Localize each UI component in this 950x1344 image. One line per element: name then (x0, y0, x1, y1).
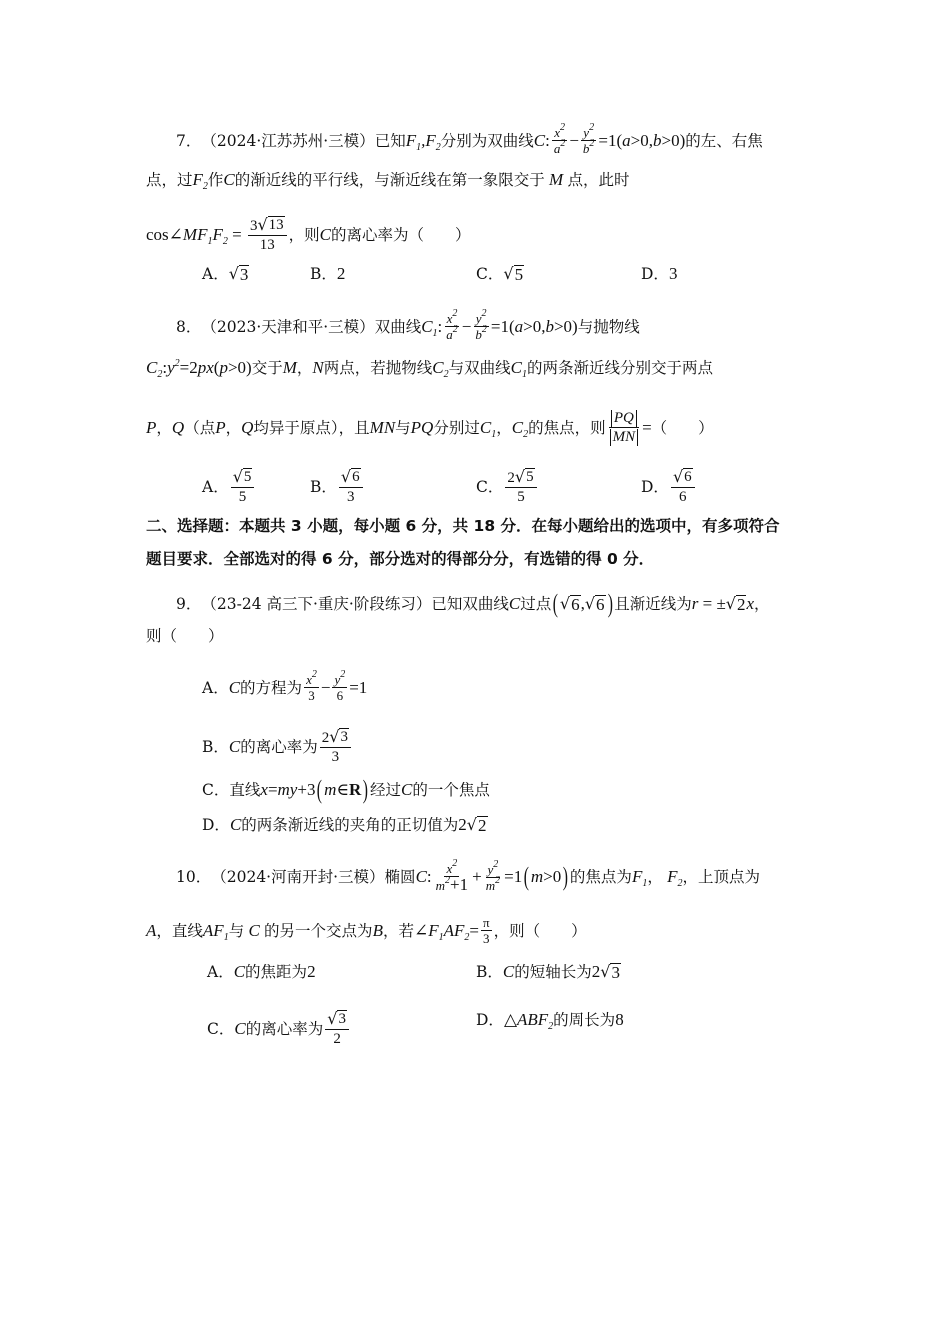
q8-text: （ ） (651, 418, 714, 437)
q8-text: 两点，若抛物线 (323, 359, 433, 377)
q8-frac-y2b2: $\frac{y^2}{b^2}$ (475, 308, 487, 342)
q10-text: ，上顶点为 (682, 868, 760, 886)
q8-text: 与抛物线 (577, 317, 640, 336)
q10-source: （2024·河南开封·三模） (211, 868, 385, 886)
q8-text: 交于 (251, 359, 283, 377)
q8-option-d: D． √ 6 6 (641, 468, 697, 506)
q9-option-b: B． C 的离心率为 2 √ 3 3 (202, 728, 353, 766)
section-2-heading-line-1: 二、选择题：本题共 3 小题，每小题 6 分，共 18 分．在每小题给出的选项中，有多项符合 (146, 517, 780, 535)
q8-source: （2023·天津和平·三模） (201, 317, 375, 336)
q8-text: 的两条渐近线分别交于两点 (526, 359, 713, 377)
q7-frac-cos: 3 √ 13 13 (248, 216, 287, 254)
q7-text: 已知 (374, 131, 406, 150)
q9-text: 则（ ） (146, 627, 224, 645)
q7-number: 7． (176, 131, 202, 150)
q8-line-1: 8． （2023·天津和平·三模） 双曲线 $C_1$ : $\frac{x^2}{a^2}$ − $\frac{y^2}{b^2}$ =1( a >0, b >0) 与抛物线 (176, 308, 640, 342)
q8-text: 分别过 (433, 418, 480, 437)
q8-text: ， (296, 359, 313, 377)
q7-frac-x2a2: $\frac{x^2}{a^2}$ (553, 122, 566, 156)
q7-text: 点，过 (146, 171, 193, 189)
q7-line-1: 7． （2024·江苏苏州·三模） 已知 $F_1,F_2$ 分别为双曲线 C : $\frac{x^2}{a^2}$ − $\frac{y^2}{b^2}$ =1( a >0, b >0) 的左、右焦 (176, 122, 763, 156)
q10-option-a: A． C 的焦距为 2 (207, 962, 316, 981)
q7-source: （2024·江苏苏州·三模） (201, 131, 375, 150)
q7-option-b: B． 2 (310, 264, 346, 283)
q9-option-d: D． C 的两条渐近线的夹角的正切值为 2 √ 2 (202, 815, 487, 835)
q8-text: （点 (184, 418, 216, 437)
q8-text: 均异于原点），且 (253, 418, 370, 437)
q9-option-a: A． C 的方程为 $\frac{x^2}{3}$ − $\frac{y^2}{6}$ =1 (202, 669, 368, 703)
q10-text: ，直线 (156, 921, 203, 940)
q8-line-3: P ， Q （点 P ， Q 均异于原点），且 MN 与 PQ 分别过 $C_1$ ， $C_2$ 的焦点，则 $\frac{PQ}{MN}$ = （ ） (146, 410, 714, 445)
q10-text: 与 (228, 921, 245, 940)
q8-frac-x2a2: $\frac{x^2}{a^2}$ (446, 308, 458, 342)
q7-option-c: C． √ 5 (476, 264, 524, 284)
q8-option-b: B． √ 6 3 (310, 468, 365, 506)
q10-text: ，则（ ） (493, 921, 587, 940)
q7-math-f1f2: $F_1,F_2$ (405, 130, 441, 153)
q9-source: （23-24 高三下·重庆·阶段练习） (201, 595, 432, 613)
q10-option-b: B． C 的短轴长为 2 √ 3 (476, 962, 620, 982)
q9-number: 9． (176, 595, 202, 613)
q7-line-2: 点，过 $F_2$ 作 C 的渐近线的平行线，与渐近线在第一象限交于 M 点，此时 (146, 170, 630, 192)
q8-text: ， (225, 418, 242, 437)
q10-text: ， (647, 868, 663, 886)
q9-option-c: C． 直线 x = my +3 ( m ∈ R ) 经过 C 的一个焦点 (202, 775, 490, 804)
q7-text: 的离心率为（ ） (331, 226, 471, 244)
q10-text: 椭圆 (384, 868, 416, 886)
q8-text: 的焦点，则 (528, 418, 606, 437)
q8-text: 与双曲线 (448, 359, 511, 377)
q7-text: 点，此时 (567, 171, 630, 189)
q7-line-3: cos∠ $MF_1F_2$ = 3 √ 13 13 ，则 C 的离心率为（ ） (146, 215, 471, 253)
q9-line-2 (146, 626, 224, 646)
q9-text: ， (754, 595, 770, 613)
q8-option-c: C． 2 √ 5 5 (476, 468, 539, 506)
q8-line-2: $C_2$ : $y^2$ =2 px ( p >0) 交于 M ， N 两点，若抛物线 $C_2$ 与双曲线 $C_1$ 的两条渐近线分别交于两点 (146, 358, 713, 380)
section-2-heading-line-2: 题目要求．全部选对的得 6 分，部分选对的得部分分，有选错的得 0 分． (146, 550, 655, 568)
q10-text: ，若 (382, 921, 414, 940)
q10-text: 的焦点为 (569, 868, 632, 886)
q10-line-2: A ，直线 $AF_1$ 与 C 的另一个交点为 B ，若 ∠ $F_1AF_2$ = $\frac{\pi}{3}$ ，则（ ） (146, 915, 587, 946)
q9-line-1: 9． （23-24 高三下·重庆·阶段练习） 已知双曲线 C 过点 ( √ 6 , √ 6 ) 且渐近线为 r = ± √ 2 x ， (176, 589, 770, 618)
q7-option-a: A． √ 3 (202, 264, 249, 284)
q10-text: 的另一个交点为 (264, 921, 373, 940)
q8-text: 与 (395, 418, 411, 437)
q8-text: 双曲线 (374, 317, 422, 336)
q9-text: 过点 (520, 595, 552, 613)
q7-math-eq: C (533, 130, 546, 150)
q7-option-d: D． 3 (641, 264, 678, 283)
q7-text: 作 (207, 171, 224, 189)
q10-option-c: C． C 的离心率为 √ 3 2 (207, 1010, 351, 1048)
q7-text: 的渐近线的平行线，与渐近线在第一象限交于 (234, 171, 545, 189)
q7-text: 分别为双曲线 (440, 131, 534, 150)
q7-text: ，则 (288, 226, 320, 244)
q10-number: 10． (176, 868, 212, 886)
q8-option-a: A． √ 5 5 (202, 468, 256, 506)
q9-text: 且渐近线为 (614, 595, 692, 613)
q8-frac-pq-mn: $\frac{PQ}{MN}$ (608, 409, 641, 446)
q9-text: 已知双曲线 (431, 595, 509, 613)
q8-number: 8． (176, 317, 202, 336)
q8-text: ， (496, 418, 512, 437)
q10-line-1: 10． （2024·河南开封·三模） 椭圆 C : $\frac{x^2}{m^2+1}$ + $\frac{y^2}{m^2}$ =1 ( m >0 ) 的焦点为 $F_1$ ， $F_2$ ，上顶点为 (176, 858, 760, 894)
q7-text: 的左、右焦 (685, 131, 763, 150)
q10-option-d: D． △ $ABF_2$ 的周长为 8 (476, 1010, 624, 1032)
q8-text: ， (156, 418, 172, 437)
q7-frac-y2b2: $\frac{y^2}{b^2}$ (582, 122, 595, 156)
